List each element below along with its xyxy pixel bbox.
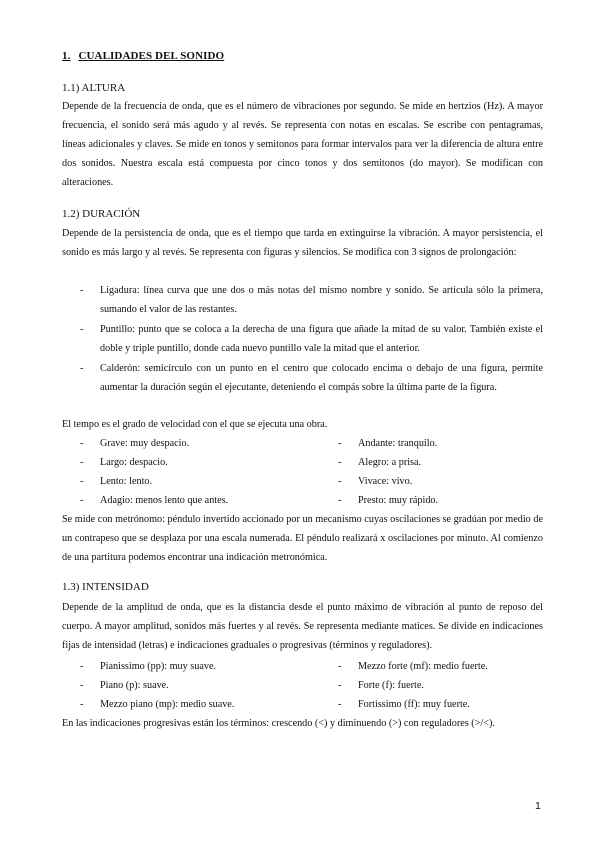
bullet-dash: - — [80, 476, 84, 487]
bullet-dash: - — [338, 476, 342, 487]
subheading-altura: 1.1) ALTURA — [62, 82, 126, 94]
bullet-dash: - — [80, 661, 84, 672]
list-item — [62, 491, 543, 510]
bullet-dash: - — [338, 438, 342, 449]
dynamics-right-text: Mezzo forte (mf): medio fuerte. — [358, 661, 488, 672]
dynamics-left-text: Mezzo piano (mp): medio suave. — [100, 699, 235, 710]
tempo-left-text: Lento: lento. — [100, 476, 153, 487]
bullet-dash: - — [80, 285, 84, 296]
tempo-left-text: Grave: muy despacio. — [100, 438, 190, 449]
progressive-paragraph: En las indicaciones progresivas están los términos: crescendo (<) y diminuendo (>) con reguladores (>/<). — [62, 718, 495, 729]
bullet-dash: - — [80, 438, 84, 449]
dynamics-list — [62, 657, 543, 714]
bullet-dash: - — [338, 680, 342, 691]
tempo-left-text: Adagio: menos lento que antes. — [100, 495, 229, 506]
list-item — [62, 657, 543, 676]
list-item-text: Puntillo: punto que se coloca a la derecha de una figura que añade la mitad de su valor. También existe el doble y triple puntillo, donde cada nuevo puntillo vale la mitad que el anterior. — [100, 324, 543, 354]
prolongation-signs-list — [62, 281, 543, 398]
subheading-intensidad: 1.3) INTENSIDAD — [62, 581, 149, 593]
page-number: 1 — [535, 800, 541, 812]
list-item — [62, 281, 543, 319]
heading-number: 1. — [62, 50, 71, 62]
tempo-right-text: Vivace: vivo. — [358, 476, 413, 487]
list-item — [62, 320, 543, 358]
tempo-right-text: Presto: muy rápido. — [358, 495, 439, 506]
dynamics-right-text: Fortissimo (ff): muy fuerte. — [358, 699, 470, 710]
list-item — [62, 472, 543, 491]
bullet-dash: - — [80, 457, 84, 468]
bullet-dash: - — [80, 495, 84, 506]
tempo-right-text: Alegro: a prisa. — [358, 457, 422, 468]
bullet-dash: - — [338, 495, 342, 506]
list-item — [62, 695, 543, 714]
metronome-paragraph: Se mide con metrónomo: péndulo invertido accionado por un mecanismo cuyas oscilaciones se gradúan por medio de un contrapeso que se desplaza por una escala numerada. El péndulo realizará x oscilaciones por minuto. Al comienzo de una partitura podemos encontrar una indicación metronómica. — [62, 514, 543, 563]
list-item — [62, 359, 543, 397]
dynamics-left-text: Piano (p): suave. — [100, 680, 169, 691]
bullet-dash: - — [80, 680, 84, 691]
tempo-list — [62, 434, 543, 510]
dynamics-right-text: Forte (f): fuerte. — [358, 680, 424, 691]
dynamics-left-text: Pianissimo (pp): muy suave. — [100, 661, 217, 672]
bullet-dash: - — [80, 363, 84, 374]
duracion-paragraph: Depende de la persistencia de onda, que es el tiempo que tarda en extinguirse la vibración. A mayor persistencia, el sonido es más largo y al revés. Se representa con figuras y silencios. Se modifica con 3 signos de prolongación: — [62, 228, 543, 258]
tempo-intro: El tempo es el grado de velocidad con el que se ejecuta una obra. — [62, 419, 328, 430]
list-item-text: Ligadura: línea curva que une dos o más notas del mismo nombre y sonido. Se articula sólo la primera, sumando el valor de las restantes. — [100, 285, 543, 315]
bullet-dash: - — [338, 661, 342, 672]
list-item — [62, 453, 543, 472]
intensidad-paragraph: Depende de la amplitud de onda, que es la distancia desde el punto máximo de vibración al punto de reposo del cuerpo. A mayor amplitud, sonidos más fuertes y al revés. Se representa mediante matices. Se divide en indicaciones fijas de intensidad (letras) e indicaciones graduales o progresivas (términos y reguladores). — [62, 602, 543, 651]
section-heading — [62, 50, 224, 62]
tempo-right-text: Andante: tranquilo. — [358, 438, 438, 449]
bullet-dash: - — [80, 324, 84, 335]
list-item-text: Calderón: semicírculo con un punto en el centro que colocado encima o debajo de una figura, permite aumentar la duración según el ejecutante, deteniendo el compás sobre la última parte de la figura. — [100, 363, 543, 393]
heading-title: CUALIDADES DEL SONIDO — [78, 50, 225, 62]
list-item — [62, 676, 543, 695]
subheading-duracion: 1.2) DURACIÓN — [62, 208, 141, 220]
tempo-left-text: Largo: despacio. — [100, 457, 168, 468]
list-item — [62, 434, 543, 453]
bullet-dash: - — [80, 699, 84, 710]
bullet-dash: - — [338, 457, 342, 468]
altura-paragraph: Depende de la frecuencia de onda, que es el número de vibraciones por segundo. Se mide en hertzios (Hz). A mayor frecuencia, el sonido será más agudo y al revés. Se representa con notas en escalas. Se escribe con pentagramas, líneas adicionales y claves. Se mide en tonos y semitonos para formar intervalos para ver la diferencia de altura entre dos sonidos. Nuestra escala está compuesta por cinco tonos y dos semitonos (do mayor). Se modifican con alteraciones. — [62, 101, 543, 188]
bullet-dash: - — [338, 699, 342, 710]
